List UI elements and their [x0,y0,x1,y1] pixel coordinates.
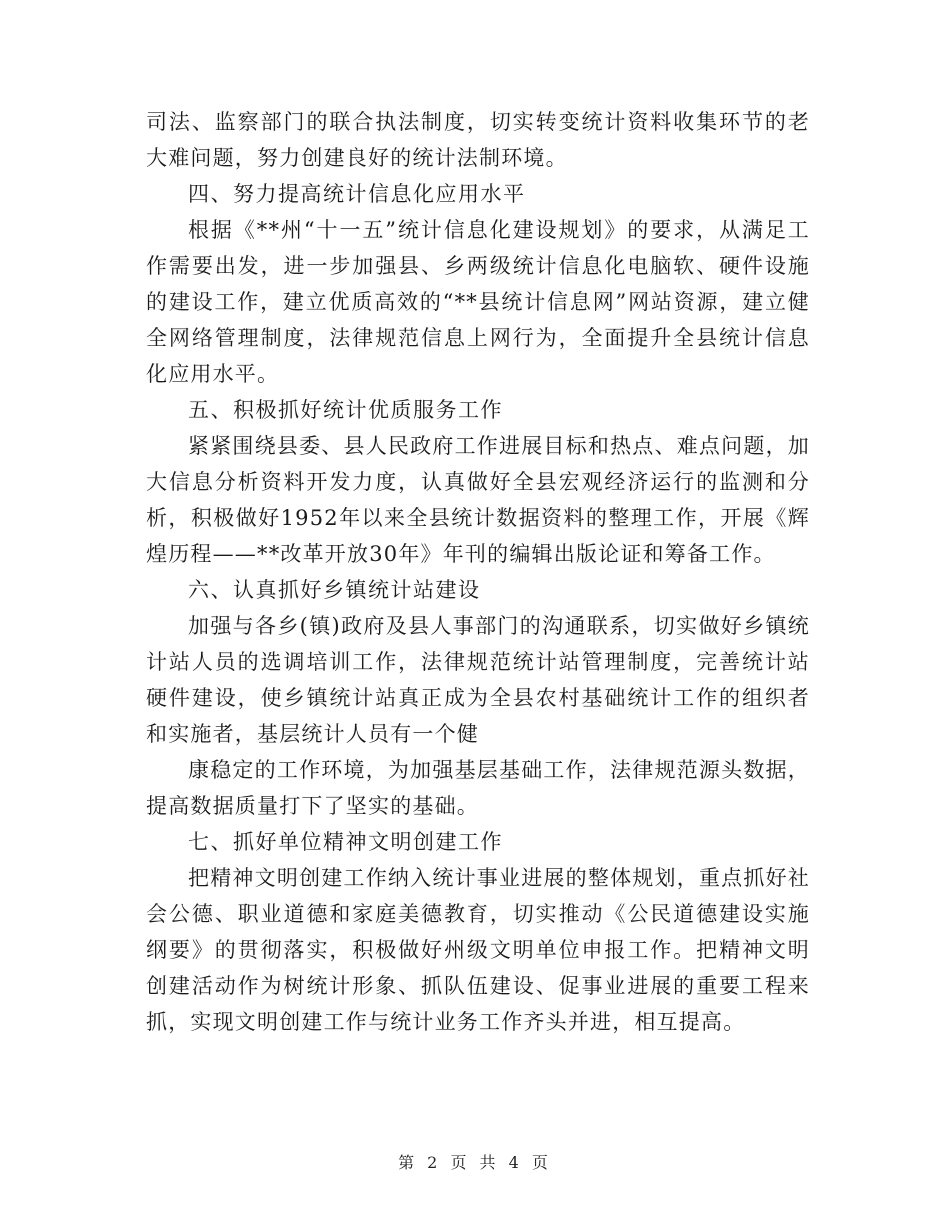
section-heading-7: 七、抓好单位精神文明创建工作 [188,830,503,854]
paragraph-township-stations-cont: 康稳定的工作环境，为加强基层基础工作，法律规范源头数据，提高数据质量打下了坚实的基础。 [146,758,810,818]
paragraph-informatization: 根据《**州“十一五”统计信息化建设规划》的要求，从满足工作需要出发，进一步加强县、乡两级统计信息化电脑软、硬件设施的建设工作，建立优质高效的“**县统计信息网”网站资源，建立健全网络管理制度，法律规范信息上网行为，全面提升全县统计信息化应用水平。 [146,218,810,386]
section-heading-5: 五、积极抓好统计优质服务工作 [188,398,503,422]
paragraph-civilization: 把精神文明创建工作纳入统计事业进展的整体规划，重点抓好社会公德、职业道德和家庭美德教育，切实推动《公民道德建设实施纲要》的贯彻落实，积极做好州级文明单位申报工作。把精神文明创建活动作为树统计形象、抓队伍建设、促事业进展的重要工程来抓，实现文明创建工作与统计业务工作齐头并进，相互提高。 [146,866,810,1034]
page-footer: 第 2 页 共 4 页 [398,1153,552,1172]
paragraph-township-stations: 加强与各乡(镇)政府及县人事部门的沟通联系，切实做好乡镇统计站人员的选调培训工作，法律规范统计站管理制度，完善统计站硬件建设，使乡镇统计站真正成为全县农村基础统计工作的组织者和实施者，基层统计人员有一个健 [146,614,810,746]
paragraph-service: 紧紧围绕县委、县人民政府工作进展目标和热点、难点问题，加大信息分析资料开发力度，认真做好全县宏观经济运行的监测和分析，积极做好1952年以来全县统计数据资料的整理工作，开展《辉煌历程——**改革开放30年》年刊的编辑出版论证和筹备工作。 [146,434,810,566]
paragraph-continued: 司法、监察部门的联合执法制度，切实转变统计资料收集环节的老大难问题，努力创建良好的统计法制环境。 [146,110,810,170]
document-body [146,104,810,1040]
section-heading-6: 六、认真抓好乡镇统计站建设 [188,578,481,602]
section-heading-4: 四、努力提高统计信息化应用水平 [188,182,526,206]
